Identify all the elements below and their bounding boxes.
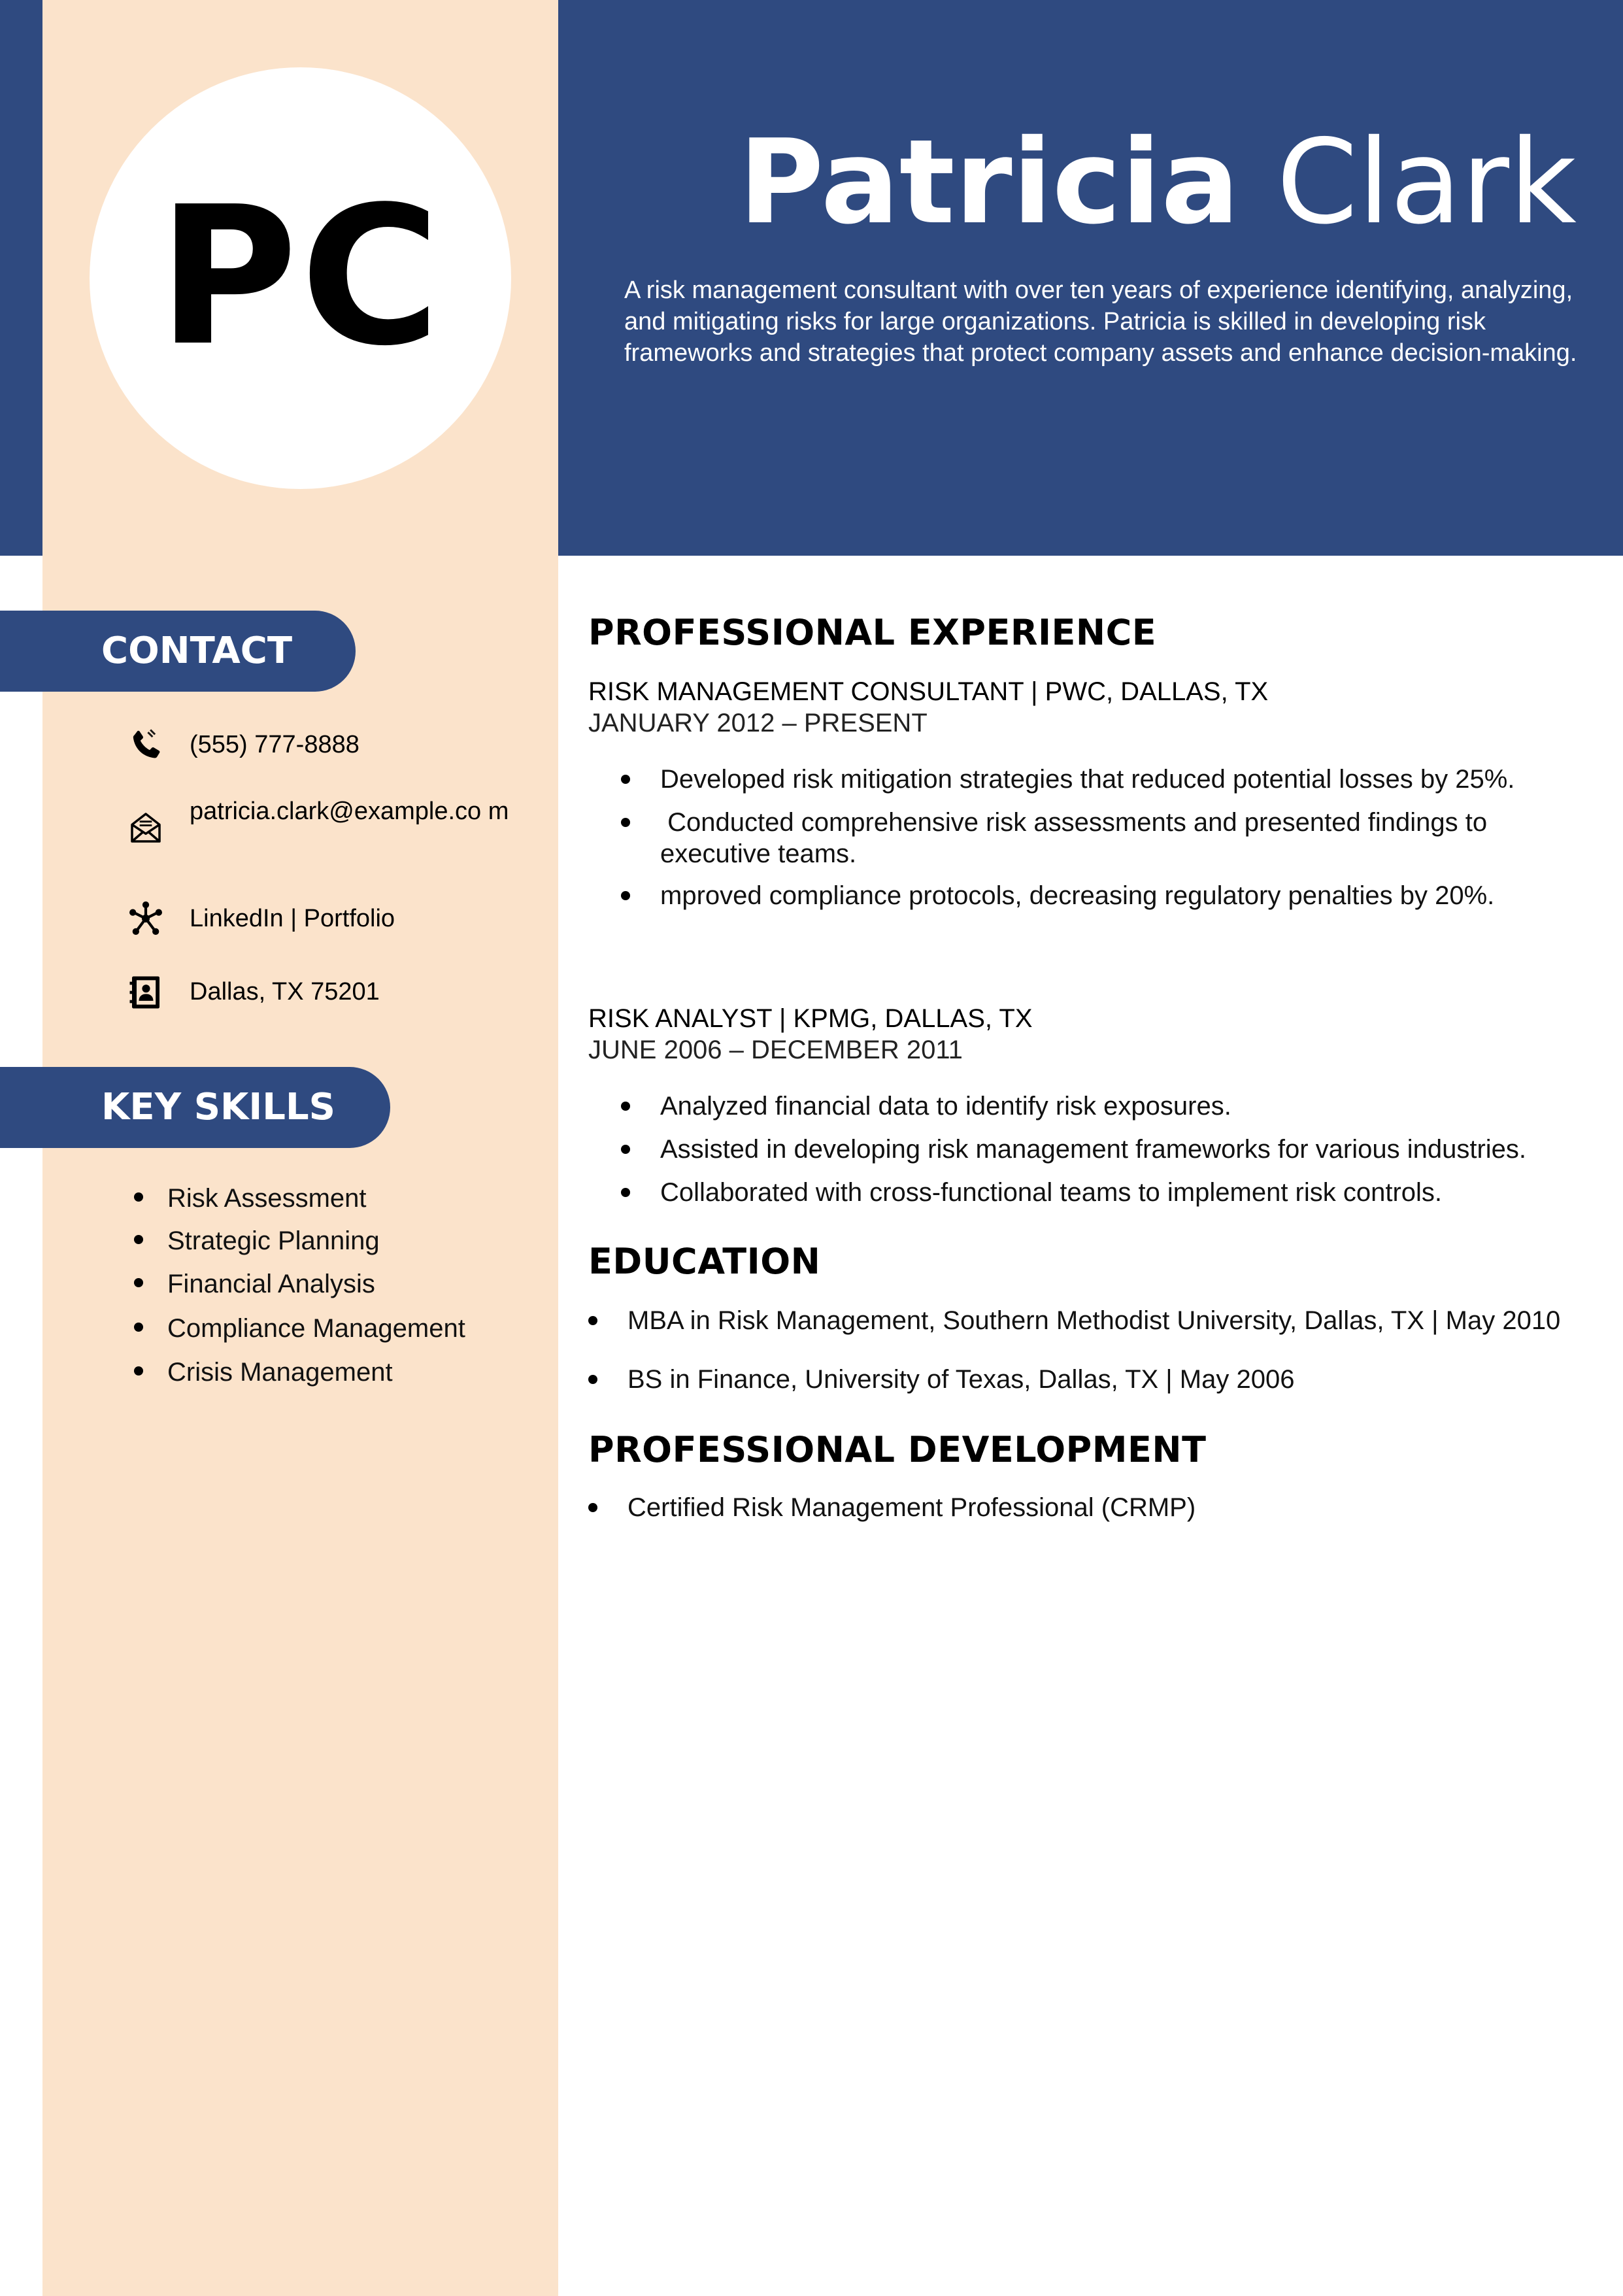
- skill-item: Strategic Planning: [134, 1224, 380, 1257]
- development-item: Certified Risk Management Professional (CRMP): [588, 1492, 1595, 1523]
- first-name: Patricia: [739, 114, 1240, 250]
- job-title: RISK MANAGEMENT CONSULTANT | PWC, DALLAS, TX: [588, 677, 1269, 706]
- skill-item: Risk Assessment: [134, 1182, 367, 1215]
- experience-heading: PROFESSIONAL EXPERIENCE: [588, 612, 1157, 653]
- bullet-icon: [621, 1102, 630, 1111]
- bullet-icon: [134, 1235, 143, 1244]
- list-item: Assisted in developing risk management frameworks for various industries.: [621, 1134, 1569, 1165]
- monogram: PC: [158, 165, 443, 388]
- bullet-icon: [134, 1366, 143, 1376]
- bullet-icon: [621, 891, 630, 900]
- skill-item: Financial Analysis: [134, 1268, 375, 1300]
- bullet-icon: [134, 1278, 143, 1287]
- job-dates: JANUARY 2012 – PRESENT: [588, 709, 928, 737]
- bullet-icon: [621, 1188, 630, 1197]
- email-address[interactable]: patricia.clark@example.co m: [190, 798, 509, 825]
- last-name: Clark: [1276, 114, 1577, 250]
- bullet-icon: [588, 1316, 597, 1325]
- envelope-icon: [127, 809, 164, 846]
- education-item: MBA in Risk Management, Southern Methodist University, Dallas, TX | May 2010: [588, 1305, 1595, 1336]
- skill-item: Compliance Management: [134, 1312, 465, 1345]
- education-item: BS in Finance, University of Texas, Dallas, TX | May 2006: [588, 1364, 1595, 1395]
- list-item: Developed risk mitigation strategies that reduced potential losses by 25%.: [621, 764, 1569, 795]
- bullet-icon: [621, 1145, 630, 1154]
- linkedin-portfolio-links[interactable]: LinkedIn | Portfolio: [190, 905, 395, 932]
- bullet-icon: [621, 775, 630, 784]
- network-icon: [127, 900, 164, 937]
- key-skills-heading: KEY SKILLS: [0, 1067, 390, 1148]
- list-item: Analyzed financial data to identify risk exposures.: [621, 1090, 1569, 1122]
- job-title: RISK ANALYST | KPMG, DALLAS, TX: [588, 1004, 1033, 1033]
- bullet-icon: [621, 818, 630, 827]
- list-item: Conducted comprehensive risk assessments and presented findings to executive teams.: [621, 807, 1569, 869]
- list-item: Collaborated with cross-functional teams to implement risk controls.: [621, 1177, 1569, 1208]
- list-item: mproved compliance protocols, decreasing regulatory penalties by 20%.: [621, 880, 1569, 911]
- skill-item: Crisis Management: [134, 1356, 393, 1389]
- bullet-icon: [588, 1375, 597, 1384]
- job-dates: JUNE 2006 – DECEMBER 2011: [588, 1036, 963, 1064]
- location: Dallas, TX 75201: [190, 978, 380, 1005]
- phone-icon: [127, 728, 164, 764]
- bullet-icon: [134, 1192, 143, 1202]
- profile-summary: A risk management consultant with over ten years of experience identifying, analyzing, and mitigating risks for large organizations. Patricia is skilled in developing risk frameworks and strategies that protect company assets and enhance decision-making.: [624, 277, 1577, 367]
- bullet-icon: [134, 1323, 143, 1332]
- address-book-icon: [127, 974, 164, 1011]
- phone-number[interactable]: (555) 777-8888: [190, 731, 360, 758]
- contact-heading: CONTACT: [0, 611, 356, 692]
- development-heading: PROFESSIONAL DEVELOPMENT: [588, 1429, 1207, 1470]
- education-heading: EDUCATION: [588, 1241, 821, 1282]
- bullet-icon: [588, 1503, 597, 1512]
- candidate-name: [739, 114, 1588, 250]
- monogram-circle: [90, 67, 511, 489]
